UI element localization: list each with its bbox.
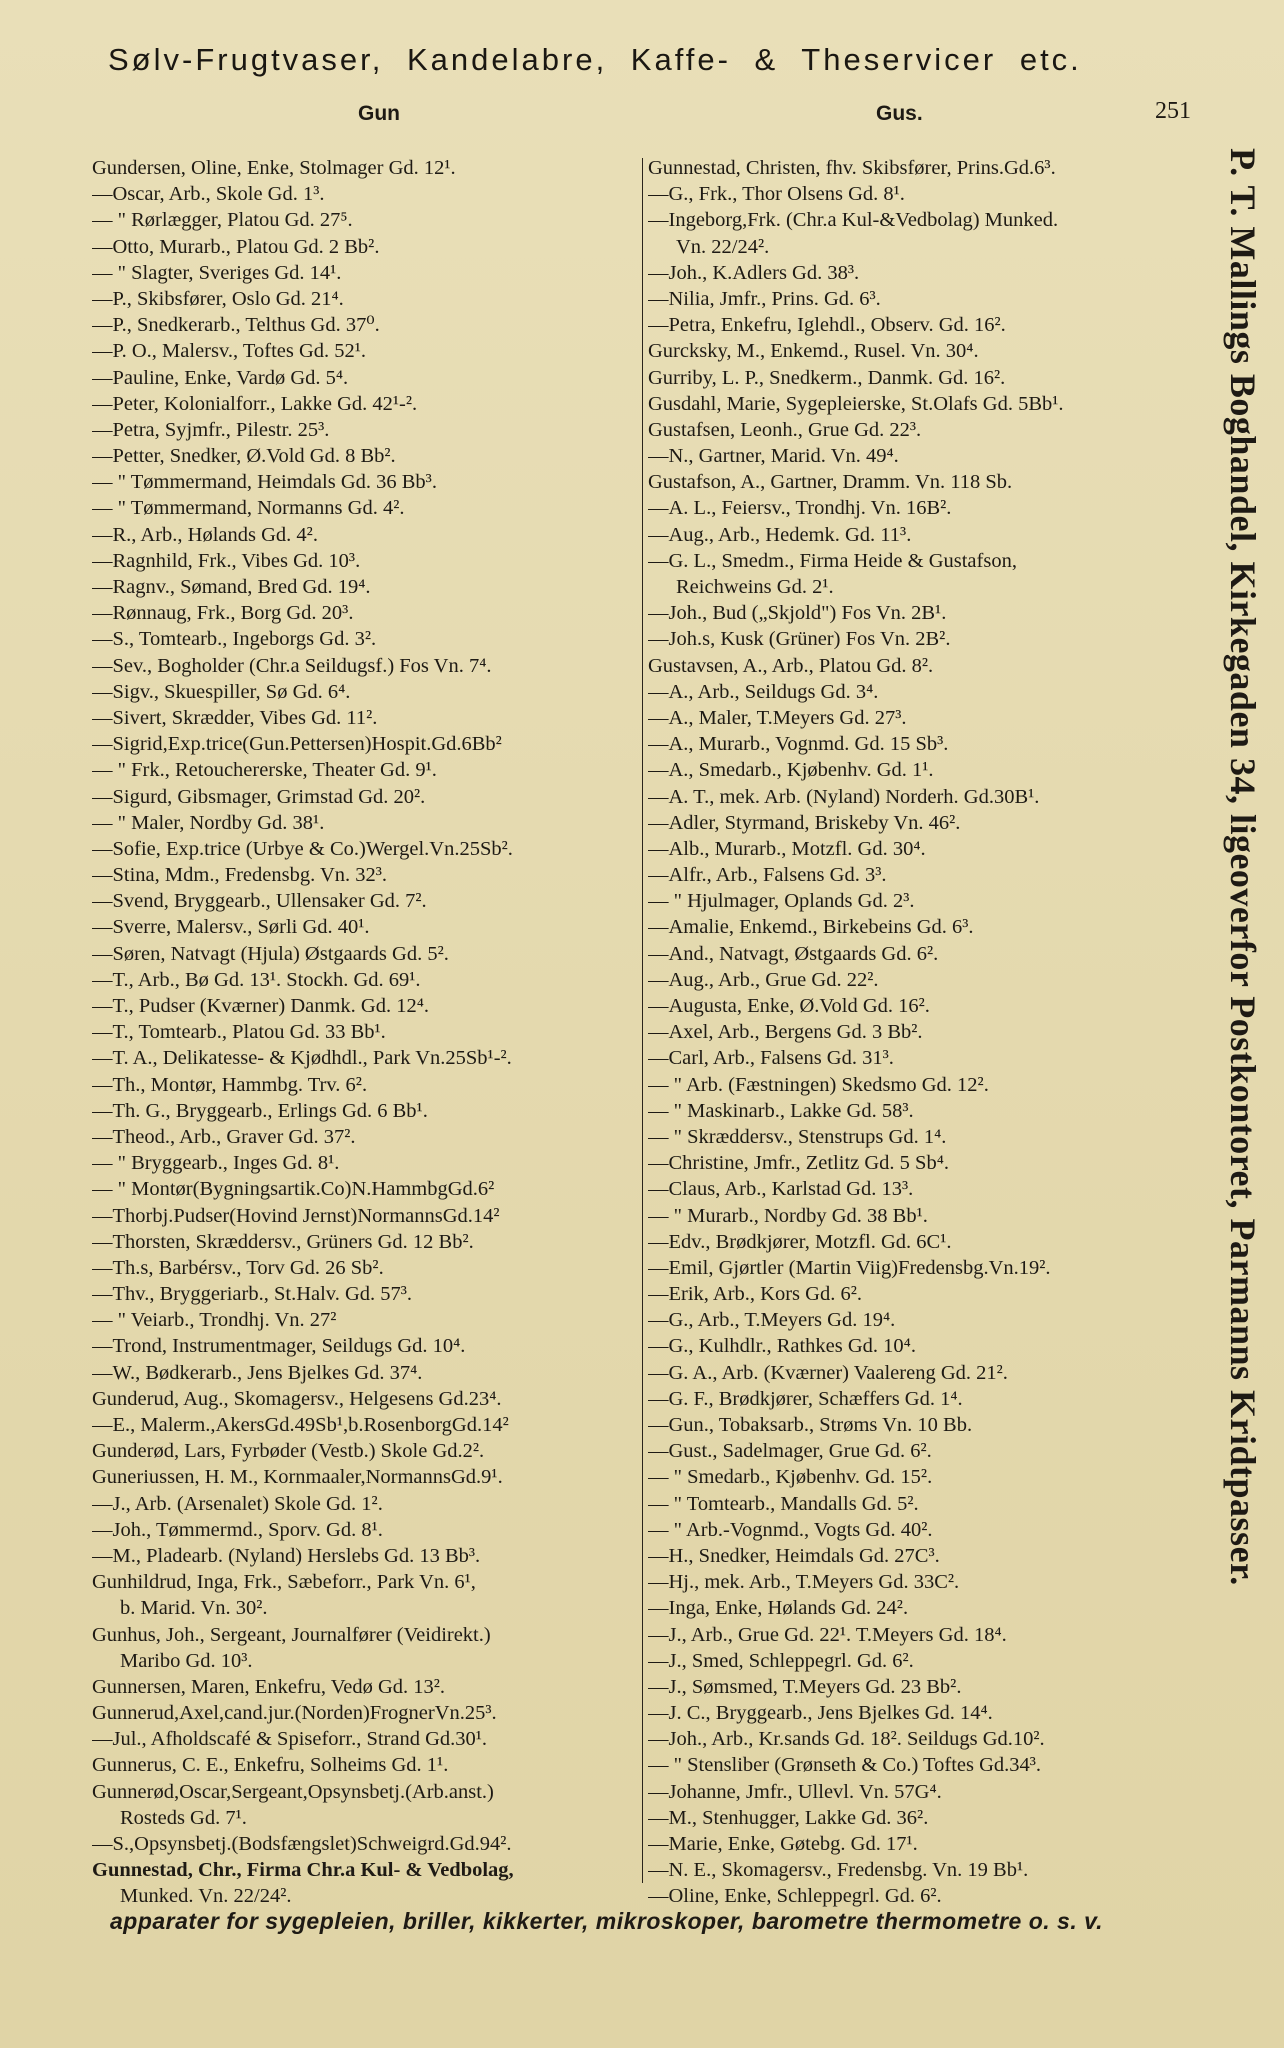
directory-entry: —N. E., Skomagersv., Fredensbg. Vn. 19 Bb¹. <box>648 1859 1029 1882</box>
directory-entry: —Gun., Tobaksarb., Strøms Vn. 10 Bb. <box>648 1414 973 1436</box>
directory-entry: —S., Tomtearb., Ingeborgs Gd. 3². <box>92 628 377 651</box>
directory-entry: —A., Arb., Seildugs Gd. 3⁴. <box>648 680 879 703</box>
directory-entry: Gunderud, Aug., Skomagersv., Helgesens Gd.23⁴. <box>92 1387 502 1410</box>
directory-entry: —T., Arb., Bø Gd. 13¹. Stockh. Gd. 69¹. <box>92 968 421 991</box>
directory-entry: —J., Arb. (Arsenalet) Skole Gd. 1². <box>92 1492 383 1515</box>
directory-entry: Gunnersen, Maren, Enkefru, Vedø Gd. 13². <box>92 1675 446 1698</box>
directory-entry: Rosteds Gd. 7¹. <box>120 1806 247 1829</box>
directory-entry: —G., Arb., T.Meyers Gd. 19⁴. <box>648 1309 896 1332</box>
directory-entry: —Erik, Arb., Kors Gd. 6². <box>648 1283 862 1306</box>
directory-entry: —M., Pladearb. (Nyland) Herslebs Gd. 13 Bb³. <box>92 1544 481 1567</box>
directory-entry: —Augusta, Enke, Ø.Vold Gd. 16². <box>648 995 930 1017</box>
directory-entry: —Christine, Jmfr., Zetlitz Gd. 5 Sb⁴. <box>648 1152 949 1175</box>
directory-entry: —G. F., Brødkjører, Schæffers Gd. 1⁴. <box>648 1387 963 1410</box>
directory-entry: —T., Pudser (Kværner) Danmk. Gd. 12⁴. <box>92 995 429 1017</box>
directory-entry: —A., Maler, T.Meyers Gd. 27³. <box>648 706 907 729</box>
directory-entry: — " Maler, Nordby Gd. 38¹. <box>92 811 325 834</box>
directory-entry: — " Arb.-Vognmd., Vogts Gd. 40². <box>648 1518 933 1541</box>
directory-entry: —Joh., Tømmermd., Sporv. Gd. 8¹. <box>92 1518 383 1541</box>
directory-entry: —Stina, Mdm., Fredensbg. Vn. 32³. <box>92 864 388 887</box>
directory-entry: —Gust., Sadelmager, Grue Gd. 6². <box>648 1440 932 1463</box>
directory-entry: Gunhus, Joh., Sergeant, Journalfører (Veidirekt.) <box>92 1623 491 1646</box>
right-column <box>648 155 1233 1910</box>
directory-entry: —Sigv., Skuespiller, Sø Gd. 6⁴. <box>92 680 351 703</box>
directory-entry: —Søren, Natvagt (Hjula) Østgaards Gd. 5². <box>92 942 449 965</box>
directory-entry: Reichweins Gd. 2¹. <box>676 576 834 598</box>
directory-entry: —Thorsten, Skræddersv., Grüners Gd. 12 Bb². <box>92 1230 474 1253</box>
directory-entry: —And., Natvagt, Østgaards Gd. 6². <box>648 942 939 965</box>
directory-entry: Gunhildrud, Inga, Frk., Sæbeforr., Park Vn. 6¹, <box>92 1571 476 1594</box>
directory-entry: —Aug., Arb., Grue Gd. 22². <box>648 968 879 991</box>
directory-entry: —G., Kulhdlr., Rathkes Gd. 10⁴. <box>648 1335 916 1358</box>
directory-entry: Gunnestad, Christen, fhv. Skibsfører, Prins.Gd.6³. <box>648 157 1056 179</box>
directory-entry: —Ingeborg,Frk. (Chr.a Kul-&Vedbolag) Munked. <box>648 209 1059 232</box>
directory-entry: —J., Smed, Schleppegrl. Gd. 6². <box>648 1649 914 1672</box>
directory-entry: —A. T., mek. Arb. (Nyland) Norderh. Gd.30B¹. <box>648 785 1040 808</box>
directory-entry: Gundersen, Oline, Enke, Stolmager Gd. 12¹. <box>92 157 456 179</box>
directory-entry: —Inga, Enke, Hølands Gd. 24². <box>648 1597 909 1620</box>
directory-entry: —Oline, Enke, Schleppegrl. Gd. 6². <box>648 1885 942 1908</box>
directory-entry: —Sigrid,Exp.trice(Gun.Pettersen)Hospit.Gd.6Bb² <box>92 733 502 756</box>
directory-entry: —A., Smedarb., Kjøbenhv. Gd. 1¹. <box>648 759 934 782</box>
directory-entry: —T., Tomtearb., Platou Gd. 33 Bb¹. <box>92 1021 386 1044</box>
directory-entry: —Petter, Snedker, Ø.Vold Gd. 8 Bb². <box>92 445 396 468</box>
directory-entry: Gustavsen, A., Arb., Platou Gd. 8². <box>648 654 934 677</box>
directory-entry: b. Marid. Vn. 30². <box>120 1597 268 1620</box>
directory-entry: —J., Sømsmed, T.Meyers Gd. 23 Bb². <box>648 1675 962 1698</box>
directory-entry: —Petra, Syjmfr., Pilestr. 25³. <box>92 418 330 441</box>
directory-entry: —Sofie, Exp.trice (Urbye & Co.)Wergel.Vn.25Sb². <box>92 837 513 860</box>
side-advertisement <box>1206 148 1276 1908</box>
directory-entry: —A., Murarb., Vognmd. Gd. 15 Sb³. <box>648 733 949 756</box>
directory-entry: —A. L., Feiersv., Trondhj. Vn. 16B². <box>648 497 952 520</box>
directory-entry: Guneriussen, H. M., Kornmaaler,NormannsGd.9¹. <box>92 1466 503 1489</box>
left-column <box>92 155 637 1910</box>
banner-advertisement: Sølv-Frugtvaser, Kandelabre, Kaffe- & Theservicer etc. <box>108 42 1082 77</box>
directory-entry: —S.,Opsynsbetj.(Bodsfængslet)Schweigrd.Gd.94². <box>92 1833 512 1855</box>
directory-entry: — " Veiarb., Trondhj. Vn. 27² <box>92 1309 337 1332</box>
directory-entry: — " Arb. (Fæstningen) Skedsmo Gd. 12². <box>648 1073 989 1096</box>
directory-entry: —M., Stenhugger, Lakke Gd. 36². <box>648 1806 929 1829</box>
directory-entry: Gunnerud,Axel,cand.jur.(Norden)FrognerVn.25³. <box>92 1702 497 1725</box>
directory-entry: —Joh., K.Adlers Gd. 38³. <box>648 261 860 284</box>
directory-entry: —J. C., Bryggearb., Jens Bjelkes Gd. 14⁴. <box>648 1702 993 1725</box>
directory-entry: Maribo Gd. 10³. <box>120 1649 253 1672</box>
directory-entry: —G., Frk., Thor Olsens Gd. 8¹. <box>648 183 905 206</box>
directory-entry: —Nilia, Jmfr., Prins. Gd. 6³. <box>648 287 881 310</box>
directory-entry: —Johanne, Jmfr., Ullevl. Vn. 57G⁴. <box>648 1780 942 1803</box>
directory-entry: —Aug., Arb., Hedemk. Gd. 11³. <box>648 523 912 546</box>
directory-entry: —Th.s, Barbérsv., Torv Gd. 26 Sb². <box>92 1256 384 1279</box>
directory-entry: Gunnerus, C. E., Enkefru, Solheims Gd. 1¹. <box>92 1754 449 1777</box>
directory-entry: —Oscar, Arb., Skole Gd. 1³. <box>92 183 325 206</box>
directory-entry: —Ragnhild, Frk., Vibes Gd. 10³. <box>92 549 361 572</box>
directory-entry: —Joh., Arb., Kr.sands Gd. 18². Seildugs Gd.10². <box>648 1728 1045 1751</box>
side-advertisement-text: P. T. Mallings Boghandel, Kirkegaden 34, ligeoverfor Postkontoret, Parmanns Kridtpasser. <box>1223 148 1263 1586</box>
header-right: Gus. <box>876 102 923 125</box>
directory-entry: — " Stensliber (Grønseth & Co.) Toftes Gd.34³. <box>648 1754 1042 1777</box>
directory-entry: —Joh., Bud („Skjold") Fos Vn. 2B¹. <box>648 602 947 625</box>
directory-entry: — " Slagter, Sveriges Gd. 14¹. <box>92 261 342 284</box>
directory-entry: Gunnestad, Chr., Firma Chr.a Kul- & Vedbolag, <box>92 1859 514 1882</box>
directory-entry: — " Smedarb., Kjøbenhv. Gd. 15². <box>648 1466 933 1489</box>
directory-entry: —R., Arb., Hølands Gd. 4². <box>92 523 318 546</box>
directory-entry: —Hj., mek. Arb., T.Meyers Gd. 33C². <box>648 1571 960 1594</box>
directory-entry: —P., Snedkerarb., Telthus Gd. 37⁰. <box>92 314 380 337</box>
directory-entry: —Peter, Kolonialforr., Lakke Gd. 42¹‑². <box>92 392 418 415</box>
directory-entry: —Svend, Bryggearb., Ullensaker Gd. 7². <box>92 890 427 913</box>
directory-entry: —Joh.s, Kusk (Grüner) Fos Vn. 2B². <box>648 628 951 651</box>
directory-entry: —Th., Montør, Hammbg. Trv. 6². <box>92 1073 368 1096</box>
directory-entry: —Marie, Enke, Gøtebg. Gd. 17¹. <box>648 1833 918 1855</box>
directory-entry: Gusdahl, Marie, Sygepleierske, St.Olafs Gd. 5Bb¹. <box>648 392 1064 415</box>
directory-entry: Munked. Vn. 22/24². <box>120 1885 292 1908</box>
directory-entry: —Edv., Brødkjører, Motzfl. Gd. 6C¹. <box>648 1230 952 1253</box>
directory-entry: — " Tømmermand, Heimdals Gd. 36 Bb³. <box>92 471 437 494</box>
directory-entry: Gunderød, Lars, Fyrbøder (Vestb.) Skole Gd.2². <box>92 1440 485 1463</box>
directory-entry: — " Montør(Bygningsartik.Co)N.HammbgGd.6² <box>92 1178 495 1201</box>
directory-entry: —Amalie, Enkemd., Birkebeins Gd. 6³. <box>648 916 974 939</box>
directory-entry: —P. O., Malersv., Toftes Gd. 52¹. <box>92 340 367 363</box>
directory-entry: —Sev., Bogholder (Chr.a Seildugsf.) Fos Vn. 7⁴. <box>92 654 492 677</box>
directory-entry: Vn. 22/24². <box>676 235 770 258</box>
directory-entry: —P., Skibsfører, Oslo Gd. 21⁴. <box>92 287 344 310</box>
directory-entry: —Sverre, Malersv., Sørli Gd. 40¹. <box>92 916 370 939</box>
directory-entry: —T. A., Delikatesse- & Kjødhdl., Park Vn.25Sb¹‑². <box>92 1047 512 1070</box>
directory-entry: — " Rørlægger, Platou Gd. 27⁵. <box>92 209 353 232</box>
directory-entry: —Carl, Arb., Falsens Gd. 31³. <box>648 1047 894 1070</box>
directory-entry: —G. A., Arb. (Kværner) Vaalereng Gd. 21². <box>648 1361 1008 1384</box>
directory-entry: —Th. G., Bryggearb., Erlings Gd. 6 Bb¹. <box>92 1099 428 1122</box>
directory-entry: —Sigurd, Gibsmager, Grimstad Gd. 20². <box>92 785 426 808</box>
directory-entry: — " Tomtearb., Mandalls Gd. 5². <box>648 1492 919 1515</box>
directory-entry: — " Murarb., Nordby Gd. 38 Bb¹. <box>648 1204 928 1227</box>
directory-entry: —Adler, Styrmand, Briskeby Vn. 46². <box>648 811 961 834</box>
directory-entry: — " Frk., Retouchererske, Theater Gd. 9¹. <box>92 759 437 782</box>
directory-entry: —G. L., Smedm., Firma Heide & Gustafson, <box>648 549 1017 572</box>
directory-entry: Gustafson, A., Gartner, Dramm. Vn. 118 Sb. <box>648 471 1013 494</box>
directory-entry: —H., Snedker, Heimdals Gd. 27C³. <box>648 1544 940 1567</box>
directory-entry: — " Bryggearb., Inges Gd. 8¹. <box>92 1152 340 1175</box>
directory-entry: —Theod., Arb., Graver Gd. 37². <box>92 1125 356 1148</box>
directory-entry: —N., Gartner, Marid. Vn. 49⁴. <box>648 445 899 468</box>
directory-entry: Gunnerød,Oscar,Sergeant,Opsynsbetj.(Arb.anst.) <box>92 1780 494 1803</box>
directory-entry: —Thv., Bryggeriarb., St.Halv. Gd. 57³. <box>92 1283 413 1306</box>
directory-entry: —Alb., Murarb., Motzfl. Gd. 30⁴. <box>648 837 926 860</box>
column-divider <box>642 158 643 1883</box>
directory-entry: — " Hjulmager, Oplands Gd. 2³. <box>648 890 915 913</box>
page-number: 251 <box>1155 98 1191 124</box>
directory-entry: — " Maskinarb., Lakke Gd. 58³. <box>648 1099 914 1122</box>
directory-entry: —Petra, Enkefru, Iglehdl., Observ. Gd. 16². <box>648 314 1006 337</box>
directory-entry: —Thorbj.Pudser(Hovind Jernst)NormannsGd.14² <box>92 1204 500 1227</box>
directory-entry: —E., Malerm.,AkersGd.49Sb¹,b.RosenborgGd.14² <box>92 1414 509 1436</box>
directory-entry: Gurcksky, M., Enkemd., Rusel. Vn. 30⁴. <box>648 340 979 363</box>
directory-entry: —J., Arb., Grue Gd. 22¹. T.Meyers Gd. 18⁴. <box>648 1623 1007 1646</box>
directory-entry: —Ragnv., Sømand, Bred Gd. 19⁴. <box>92 576 371 598</box>
header-left: Gun <box>358 102 400 125</box>
directory-entry: — " Skræddersv., Stenstrups Gd. 1⁴. <box>648 1125 947 1148</box>
directory-entry: —Jul., Afholdscafé & Spiseforr., Strand Gd.30¹. <box>92 1728 488 1751</box>
directory-entry: —Claus, Arb., Karlstad Gd. 13³. <box>648 1178 914 1201</box>
directory-entry: —Axel, Arb., Bergens Gd. 3 Bb². <box>648 1021 923 1044</box>
directory-entry: —Emil, Gjørtler (Martin Viig)Fredensbg.Vn.19². <box>648 1256 1051 1279</box>
directory-entry: Gustafsen, Leonh., Grue Gd. 22³. <box>648 418 922 441</box>
directory-entry: —W., Bødkerarb., Jens Bjelkes Gd. 37⁴. <box>92 1361 423 1384</box>
directory-entry: —Trond, Instrumentmager, Seildugs Gd. 10⁴. <box>92 1335 466 1358</box>
directory-entry: —Pauline, Enke, Vardø Gd. 5⁴. <box>92 366 349 389</box>
directory-entry: —Sivert, Skrædder, Vibes Gd. 11². <box>92 706 378 729</box>
directory-entry: —Alfr., Arb., Falsens Gd. 3³. <box>648 864 887 887</box>
directory-entry: Gurriby, L. P., Snedkerm., Danmk. Gd. 16². <box>648 366 1006 389</box>
directory-entry: —Rønnaug, Frk., Borg Gd. 20³. <box>92 602 354 625</box>
directory-entry: —Otto, Murarb., Platou Gd. 2 Bb². <box>92 235 380 258</box>
directory-entry: — " Tømmermand, Normanns Gd. 4². <box>92 497 405 520</box>
footer-advertisement: apparater for sygepleien, briller, kikkerter, mikroskoper, barometre thermometre o. s. v. <box>110 1908 1104 1934</box>
